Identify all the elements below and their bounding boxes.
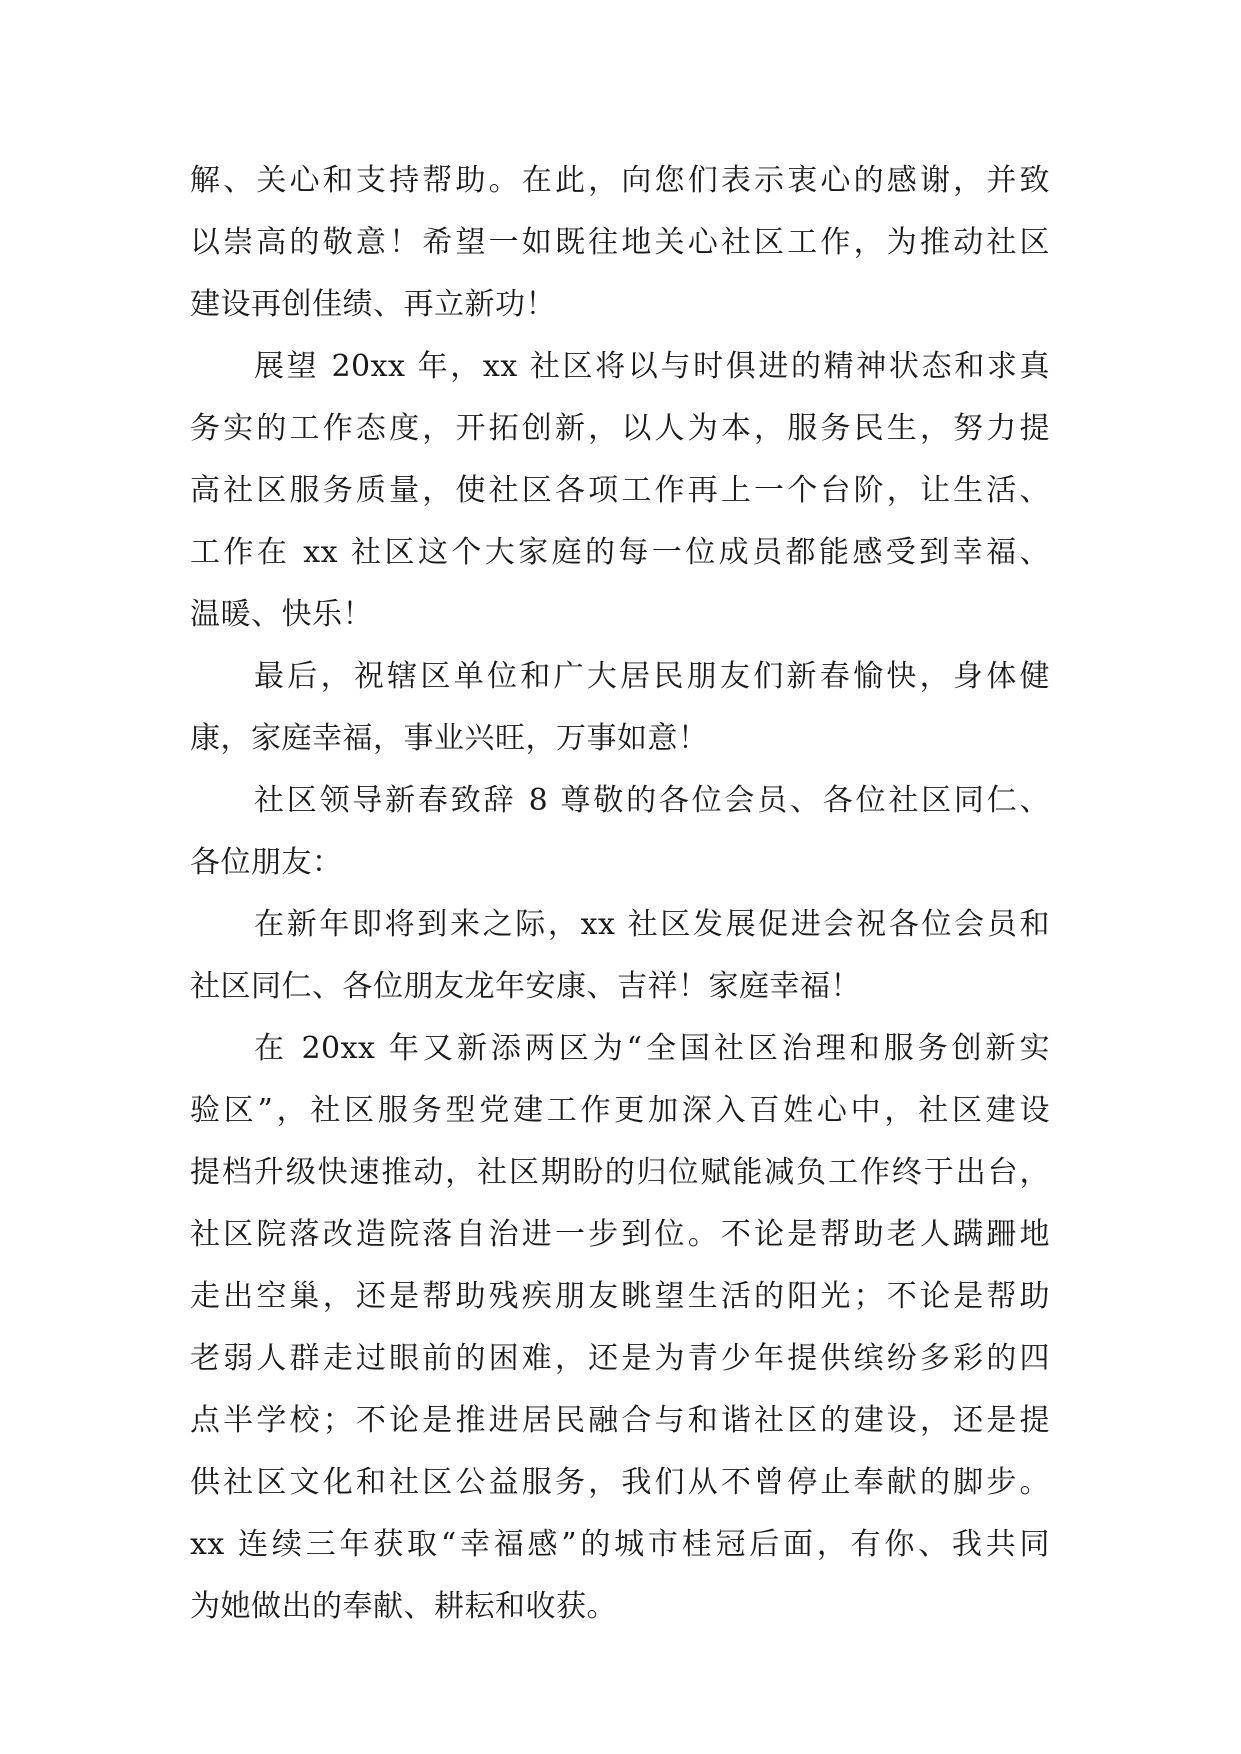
text-line: 工作在 xx 社区这个大家庭的每一位成员都能感受到幸福、 bbox=[190, 535, 1050, 570]
text-line: 康，家庭幸福，事业兴旺，万事如意！ bbox=[190, 721, 709, 756]
document-body bbox=[190, 150, 1050, 1638]
text-line: 解、关心和支持帮助。在此，向您们表示衷心的感谢，并致 bbox=[190, 163, 1050, 198]
text-line: 走出空巢，还是帮助残疾朋友眺望生活的阳光；不论是帮助 bbox=[190, 1279, 1050, 1314]
text-line: 务实的工作态度，开拓创新，以人为本，服务民生，努力提 bbox=[190, 411, 1050, 446]
text-line: 在新年即将到来之际，xx 社区发展促进会祝各位会员和 bbox=[254, 907, 1050, 942]
text-line: 社区院落改造院落自治进一步到位。不论是帮助老人蹒跚地 bbox=[190, 1217, 1050, 1252]
text-line: 老弱人群走过眼前的困难，还是为青少年提供缤纷多彩的四 bbox=[190, 1341, 1050, 1376]
text-line: 展望 20xx 年，xx 社区将以与时俱进的精神状态和求真 bbox=[254, 349, 1050, 384]
text-line: 社区同仁、各位朋友龙年安康、吉祥！家庭幸福！ bbox=[190, 969, 861, 1004]
text-line: 温暖、快乐！ bbox=[190, 597, 373, 632]
text-line: 为她做出的奉献、耕耘和收获。 bbox=[190, 1589, 617, 1624]
text-line: 各位朋友： bbox=[190, 845, 343, 880]
text-line: 在 20xx 年又新添两区为“全国社区治理和服务创新实 bbox=[254, 1031, 1050, 1066]
text-line: 最后，祝辖区单位和广大居民朋友们新春愉快，身体健 bbox=[254, 659, 1050, 694]
text-line: xx 连续三年获取“幸福感”的城市桂冠后面，有你、我共同 bbox=[190, 1527, 1050, 1562]
text-line: 高社区服务质量，使社区各项工作再上一个台阶，让生活、 bbox=[190, 473, 1050, 508]
text-line: 社区领导新春致辞 8 尊敬的各位会员、各位社区同仁、 bbox=[254, 783, 1050, 818]
text-line: 提档升级快速推动，社区期盼的归位赋能减负工作终于出台， bbox=[190, 1155, 1050, 1190]
text-line: 建设再创佳绩、再立新功！ bbox=[190, 287, 556, 322]
text-line: 验区”，社区服务型党建工作更加深入百姓心中，社区建设 bbox=[190, 1093, 1050, 1128]
text-line: 以崇高的敬意！希望一如既往地关心社区工作，为推动社区 bbox=[190, 225, 1050, 260]
text-line: 供社区文化和社区公益服务，我们从不曾停止奉献的脚步。 bbox=[190, 1465, 1050, 1500]
text-line: 点半学校；不论是推进居民融合与和谐社区的建设，还是提 bbox=[190, 1403, 1050, 1438]
